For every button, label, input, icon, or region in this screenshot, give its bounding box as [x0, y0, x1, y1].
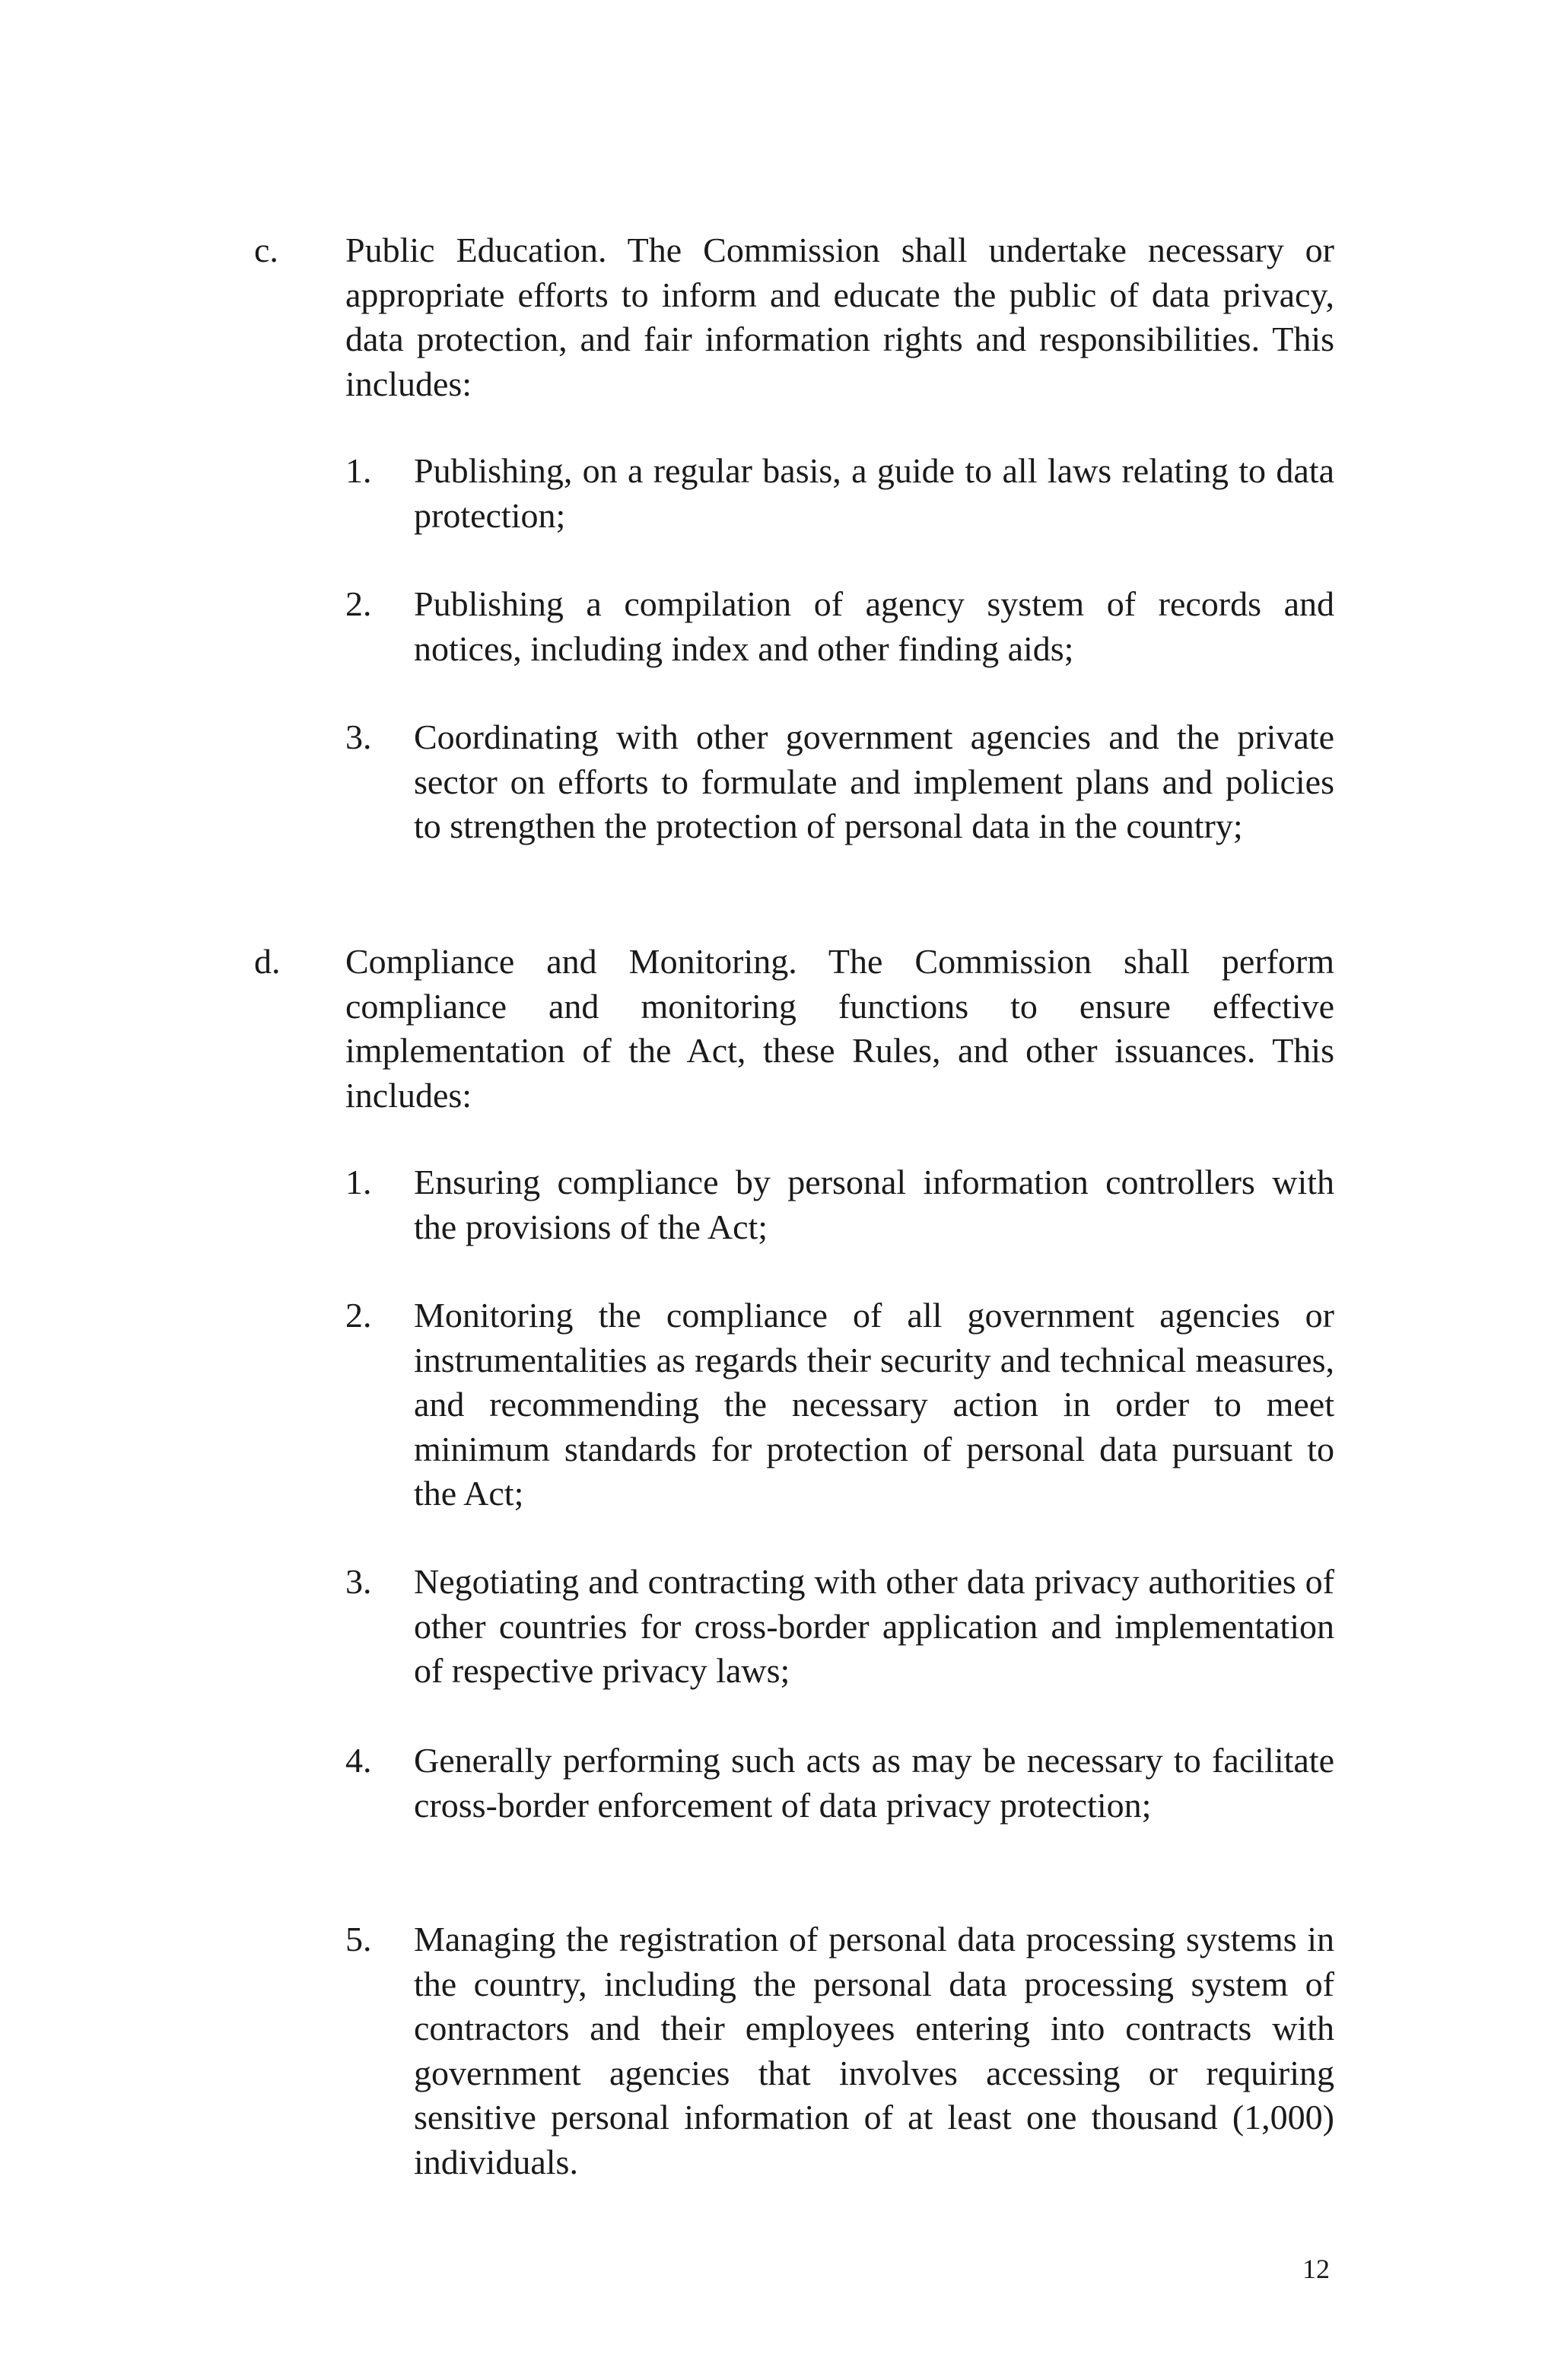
list-item-text: Coordinating with other government agencies and the private sector on efforts to formulate and implement plans and policies to strengthen the protection of personal data in the country;: [414, 718, 1334, 845]
list-item-number: 3.: [345, 1562, 372, 1601]
list-item-number: 4.: [345, 1741, 372, 1780]
section-intro: Compliance and Monitoring. The Commission shall perform compliance and monitoring functions to ensure effective implementation of the Act, these Rules, and other issuances. This includes:: [345, 942, 1334, 1115]
list-item-text: Publishing, on a regular basis, a guide to all laws relating to data protection;: [414, 451, 1334, 535]
list-item-text: Publishing a compilation of agency system of records and notices, including index and other finding aids;: [414, 584, 1334, 668]
list-item-number: 1.: [345, 451, 372, 490]
list-item-text: Ensuring compliance by personal information controllers with the provisions of the Act;: [414, 1163, 1334, 1246]
page-number: 12: [1302, 2254, 1330, 2284]
list-item-number: 2.: [345, 584, 372, 623]
section-marker: c.: [254, 231, 278, 269]
section-intro: Public Education. The Commission shall undertake necessary or appropriate efforts to inform and educate the public of data privacy, data protection, and fair information rights and responsibilities. This includes:: [345, 231, 1334, 403]
list-item-number: 5.: [345, 1920, 372, 1958]
section-marker: d.: [254, 942, 281, 981]
list-item-number: 3.: [345, 718, 372, 756]
list-item-number: 2.: [345, 1296, 372, 1335]
list-item-text: Generally performing such acts as may be necessary to facilitate cross-border enforcement of data privacy protection;: [414, 1741, 1334, 1825]
list-item-text: Managing the registration of personal data processing systems in the country, including the personal data processing system of contractors and their employees entering into contracts with government agencies that involves accessing or requiring sensitive personal information of at least one thousand (1,000) individuals.: [414, 1920, 1334, 2181]
list-item-text: Monitoring the compliance of all government agencies or instrumentalities as regards their security and technical measures, and recommending the necessary action in order to meet minimum standards for protection of personal data pursuant to the Act;: [414, 1296, 1334, 1513]
list-item-number: 1.: [345, 1163, 372, 1201]
list-item-text: Negotiating and contracting with other data privacy authorities of other countries for cross-border application and implementation of respective privacy laws;: [414, 1562, 1334, 1690]
